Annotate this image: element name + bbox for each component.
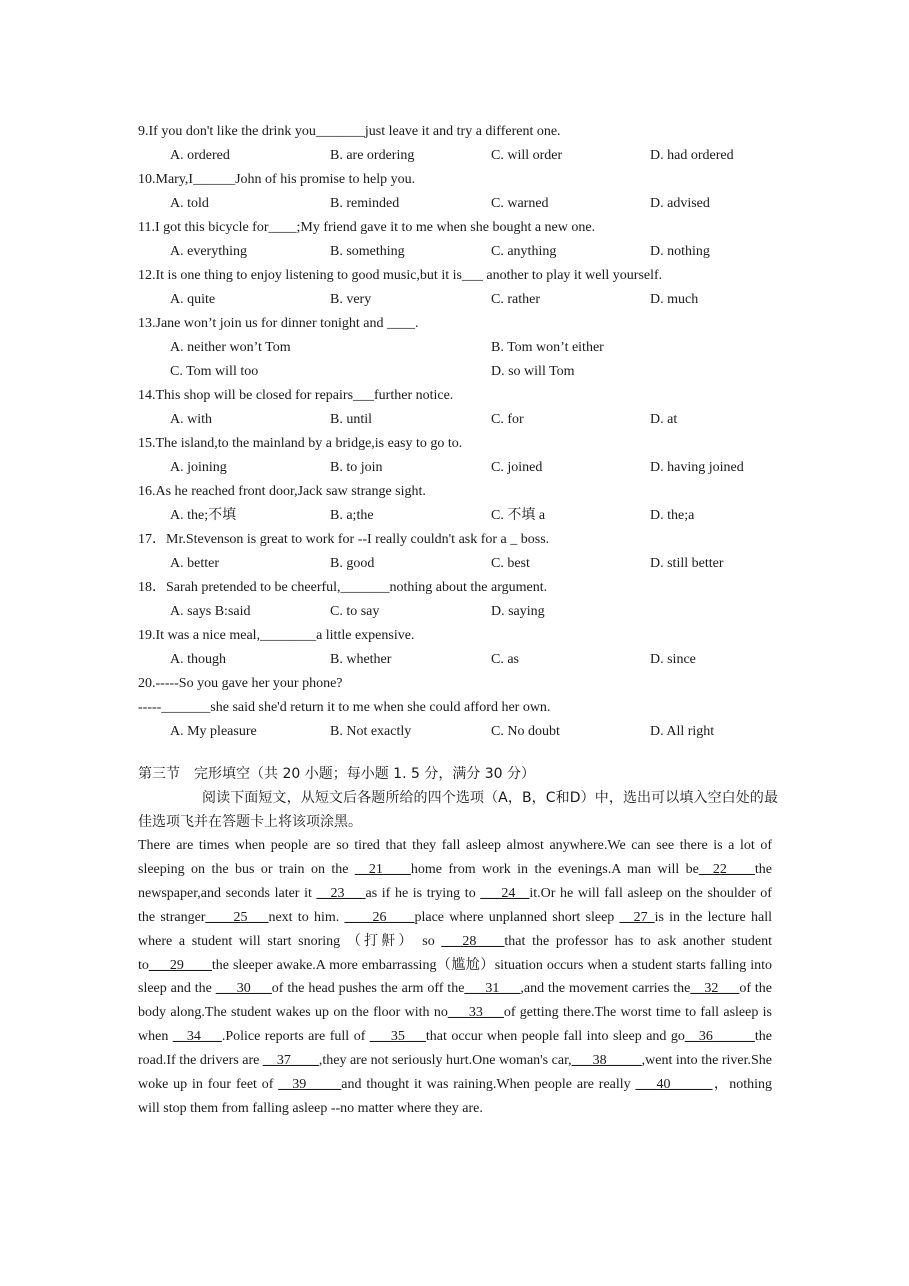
question-stem: 11.I got this bicycle for____;My friend gave it to me when she bought a new one. [138,220,596,235]
blank-35: ___35___ [369,1029,426,1045]
option-a: A. My pleasure [170,724,257,739]
passage-text: There are times when people are so tired that they fall asleep almost anywhere.We can see there is a lot of sleeping on the bus or train on the [138,838,772,877]
option-a: A. better [170,556,219,571]
options-row [138,288,798,312]
blank-40: ___40______ [635,1077,713,1093]
passage-text: and thought it was raining.When people are really [341,1077,636,1093]
option-d: D. advised [650,196,710,211]
question-stem: 18．Sarah pretended to be cheerful,_______nothing about the argument. [138,580,548,595]
multiple-choice-section [138,120,798,744]
option-d: D. at [650,412,678,427]
option-c: C. joined [491,460,543,475]
question-stem: 13.Jane won’t join us for dinner tonight and ____. [138,316,419,331]
options-row [138,648,798,672]
cloze-passage [138,834,772,1121]
option-a: A. though [170,652,226,667]
option-a: A. quite [170,292,216,307]
question-stem: 14.This shop will be closed for repairs___further notice. [138,388,454,403]
passage-text: as if he is trying to [365,885,481,901]
question-stem-reply: -----_______she said she'd return it to me when she could afford her own. [138,700,551,715]
blank-39: __39_____ [278,1077,342,1093]
passage-text: is in the lecture hall where a student will start snoring （打鼾） so [138,909,772,949]
blank-36: __36______ [684,1029,755,1045]
options-row [138,600,798,624]
blank-24: ___24__ [480,885,530,901]
option-a: A. everything [170,244,247,259]
blank-22: __22____ [698,861,755,877]
passage-text: ,and the movement carries the [520,981,691,997]
option-d: D. saying [491,604,545,619]
option-b: B. to join [330,460,383,475]
question-stem: 20.-----So you gave her your phone? [138,676,343,691]
options-row [138,336,798,360]
blank-28: ___28____ [441,933,505,949]
option-c: C. rather [491,292,540,307]
section-title: 第三节 完形填空（共 20 小题；每小题 1. 5 分，满分 30 分） [138,766,536,782]
blank-33: ___33___ [447,1005,504,1021]
passage-text: ,they are not seriously hurt.One woman's car, [318,1053,572,1069]
passage-text: it.Or he will fall asleep on the shoulder of the stranger [138,885,772,925]
option-a: A. neither won’t Tom [170,340,291,355]
question-stem: 10.Mary,I______John of his promise to help you. [138,172,416,187]
option-b: B. reminded [330,196,400,211]
question-stem: 19.It was a nice meal,________a little expensive. [138,628,415,643]
options-row [138,456,798,480]
passage-text: of the body along.The student wakes up on the floor with no [138,981,773,1021]
option-c: C. best [491,556,530,571]
blank-27: __27_ [619,909,655,925]
option-c: C. 不填 a [491,508,546,523]
option-a: A. with [170,412,212,427]
option-c: C. to say [330,604,380,619]
passage-text: the newspaper,and seconds later it [138,861,772,901]
passage-text: of the head pushes the arm off the [271,981,465,997]
option-c: C. Tom will too [170,364,259,379]
option-b: B. Not exactly [330,724,412,739]
blank-23: __23___ [316,885,366,901]
passage-text: that occur when people fall into sleep and go [425,1029,685,1045]
passage-text: the road.If the drivers are [138,1029,773,1069]
cloze-section-header [138,762,778,834]
option-b: B. until [330,412,373,427]
option-c: C. anything [491,244,557,259]
passage-text: of getting there.The worst time to fall asleep is when [138,1005,772,1045]
passage-text: ,went into the river.She woke up in four feet of [138,1053,772,1093]
options-row [138,144,798,168]
option-c: C. for [491,412,524,427]
option-b: B. are ordering [330,148,415,163]
passage-text: place where unplanned short sleep [414,909,620,925]
section-instruction: 阅读下面短文，从短文后各题所给的四个选项（A，B，C和D）中，选出可以填入空白处的最佳选项飞并在答题卡上将该项涂黑。 [138,790,778,830]
option-a: A. ordered [170,148,230,163]
option-b: B. a;the [330,508,374,523]
blank-21: __21____ [354,861,411,877]
options-row [138,408,798,432]
blank-25: ____25___ [205,909,269,925]
option-d: D. nothing [650,244,710,259]
blank-26: ____26____ [344,909,415,925]
option-d: D. had ordered [650,148,734,163]
option-a-b: A. says B:said [170,604,251,619]
option-c: C. will order [491,148,563,163]
blank-32: __32___ [690,981,740,997]
option-d: D. still better [650,556,724,571]
blank-37: __37____ [262,1053,319,1069]
option-b: B. good [330,556,375,571]
question-stem: 12.It is one thing to enjoy listening to good music,but it is___ another to play it well yourself. [138,268,663,283]
question-stem: 15.The island,to the mainland by a bridge,is easy to go to. [138,436,463,451]
blank-30: ___30___ [215,981,272,997]
passage-text: home from work in the evenings.A man will be [410,861,699,877]
question-stem: 17．Mr.Stevenson is great to work for --I really couldn't ask for a _ boss. [138,532,550,547]
option-d: D. much [650,292,699,307]
option-d: D. having joined [650,460,744,475]
options-row [138,240,798,264]
option-a: A. told [170,196,209,211]
option-b: B. Tom won’t either [491,340,604,355]
blank-31: ___31___ [464,981,521,997]
blank-29: ___29____ [148,957,212,973]
options-row [138,504,798,528]
options-row [138,552,798,576]
option-b: B. very [330,292,372,307]
passage-text: .Police reports are full of [221,1029,370,1045]
passage-text: ，nothing will stop them from falling asleep --no matter where they are. [138,1077,772,1116]
passage-text: that the professor has to ask another student to [138,933,773,973]
passage-text: the sleeper awake.A more embarrassing（尴尬）situation occurs when a student starts falling into sleep and the [138,957,772,997]
option-c: C. warned [491,196,549,211]
question-stem: 16.As he reached front door,Jack saw strange sight. [138,484,426,499]
passage-text: next to him. [268,909,345,925]
options-row [138,192,798,216]
option-d: D. the;a [650,508,695,523]
option-b: B. whether [330,652,392,667]
options-row [138,360,798,384]
option-c: C. as [491,652,519,667]
option-a: A. the;不填 [170,508,237,523]
blank-38: ___38_____ [571,1053,642,1069]
option-b: B. something [330,244,405,259]
option-d: D. so will Tom [491,364,575,379]
option-d: D. since [650,652,696,667]
option-c: C. No doubt [491,724,560,739]
options-row [138,720,798,744]
option-a: A. joining [170,460,227,475]
option-d: D. All right [650,724,715,739]
question-stem: 9.If you don't like the drink you_______just leave it and try a different one. [138,124,561,139]
blank-34: __34___ [172,1029,222,1045]
